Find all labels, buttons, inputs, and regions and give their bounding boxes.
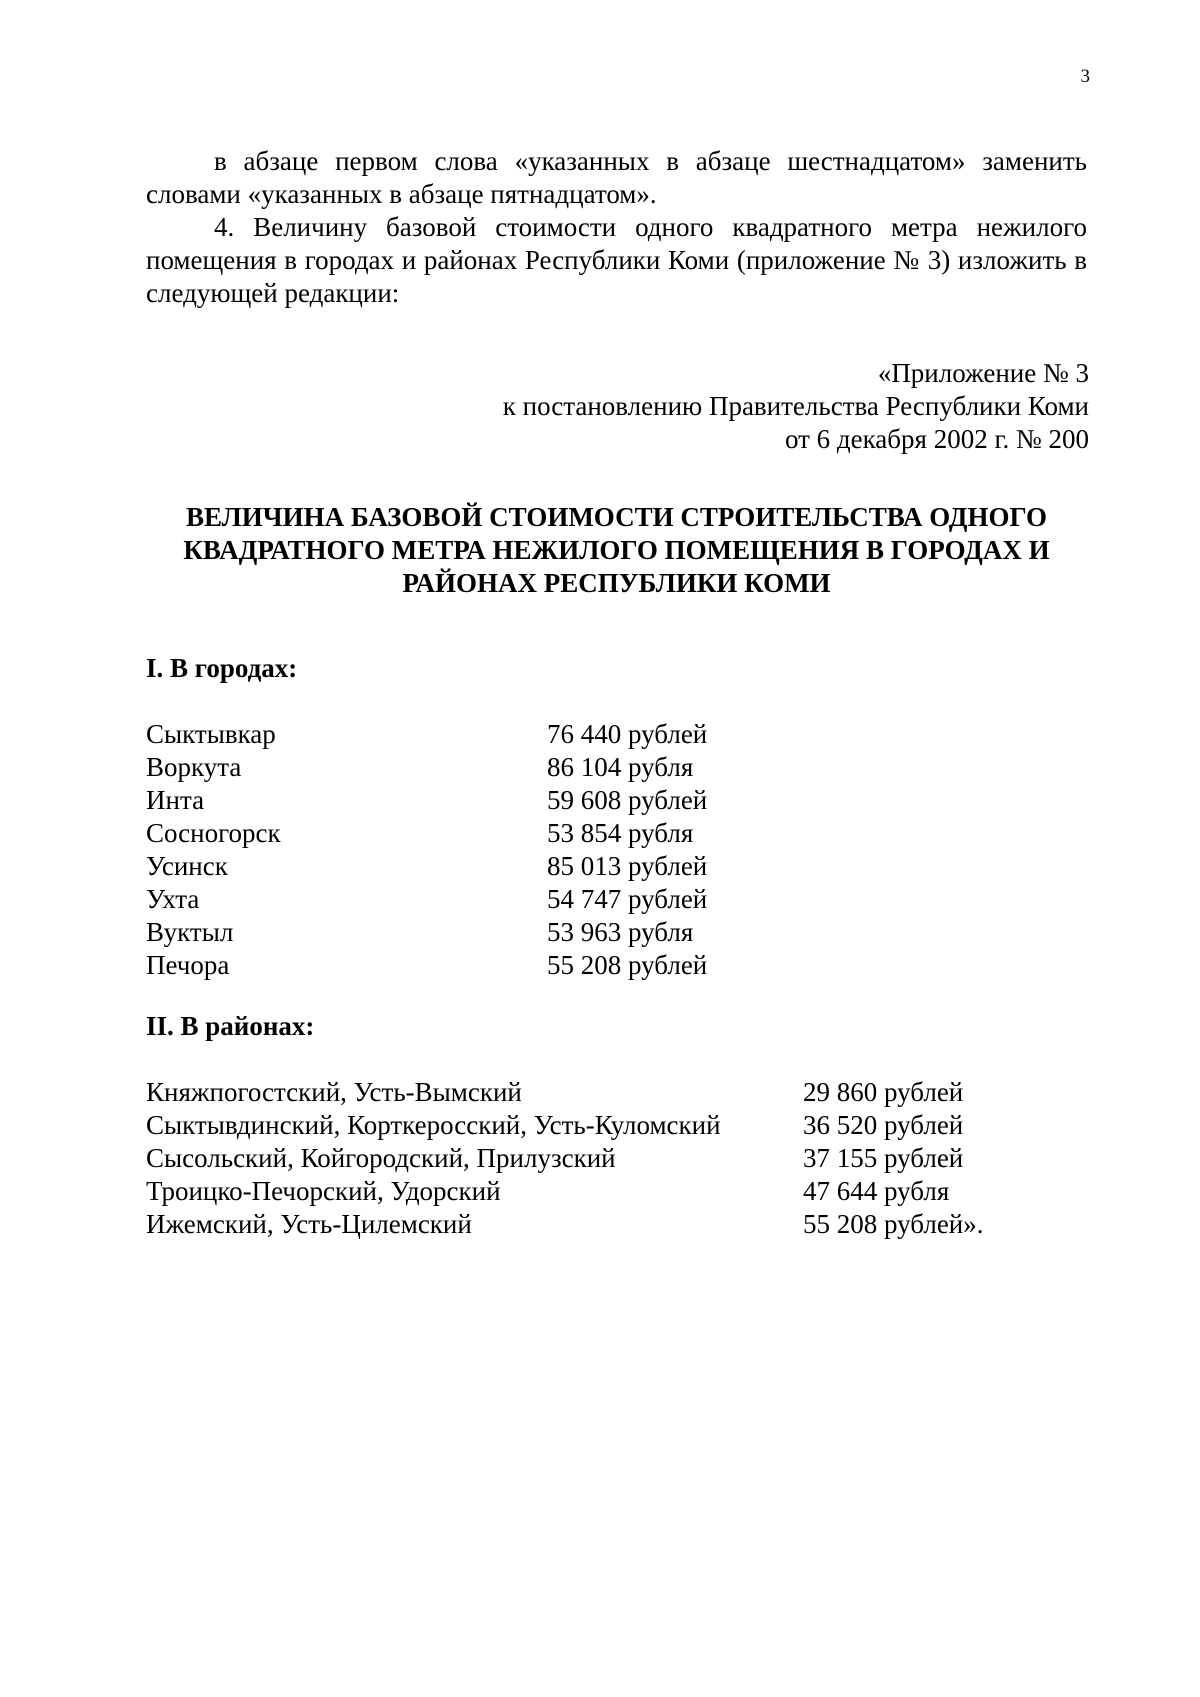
list-item	[146, 817, 846, 850]
city-name: Сыктывкар	[146, 719, 276, 749]
appendix-ref-line: от 6 декабря 2002 г. № 200	[784, 424, 1089, 454]
district-name: Сыктывдинский, Корткеросский, Усть-Куломский	[146, 1110, 721, 1140]
city-name: Инта	[146, 785, 205, 815]
city-name: Вуктыл	[146, 917, 234, 947]
district-name: Сысольский, Койгородский, Прилузский	[146, 1143, 616, 1173]
city-cost: 53 963 рубля	[547, 917, 694, 947]
list-item	[146, 751, 846, 784]
list-item	[146, 784, 846, 817]
district-cost: 47 644 рубля	[803, 1176, 950, 1206]
section-heading-districts: II. В районах:	[146, 1011, 315, 1041]
city-name: Сосногорск	[146, 818, 281, 848]
list-item	[146, 1109, 1046, 1142]
city-cost: 76 440 рублей	[547, 719, 708, 749]
district-cost: 37 155 рублей	[803, 1143, 964, 1173]
list-item	[146, 916, 846, 949]
list-item	[146, 949, 846, 982]
city-cost: 53 854 рубля	[547, 818, 694, 848]
appendix-ref-line: к постановлению Правительства Республики Коми	[502, 391, 1089, 421]
district-name: Ижемский, Усть-Цилемский	[146, 1209, 472, 1239]
cities-list	[146, 718, 846, 982]
district-cost: 29 860 рублей	[803, 1077, 964, 1107]
city-name: Усинск	[146, 851, 228, 881]
district-cost: 55 208 рублей».	[803, 1209, 984, 1239]
list-item	[146, 1208, 1046, 1241]
list-item	[146, 718, 846, 751]
city-cost: 85 013 рублей	[547, 851, 708, 881]
city-name: Ухта	[146, 884, 200, 914]
city-cost: 86 104 рубля	[547, 752, 694, 782]
title-line: КВАДРАТНОГО МЕТРА НЕЖИЛОГО ПОМЕЩЕНИЯ В ГОРОДАХ И	[183, 535, 1050, 565]
city-cost: 54 747 рублей	[547, 884, 708, 914]
district-name: Княжпогостский, Усть-Вымский	[146, 1077, 522, 1107]
title-line: РАЙОНАХ РЕСПУБЛИКИ КОМИ	[402, 568, 831, 598]
city-name: Печора	[146, 950, 230, 980]
paragraph-text: в абзаце первом слова «указанных в абзаце шестнадцатом» заменить словами «указанных в абзаце пятнадцатом».	[146, 146, 1087, 209]
city-name: Воркута	[146, 752, 242, 782]
section-heading-cities: I. В городах:	[146, 653, 298, 683]
paragraph-item-4	[146, 211, 1087, 310]
page-title	[146, 501, 1087, 600]
districts-list	[146, 1076, 1046, 1241]
appendix-reference	[400, 357, 1089, 456]
paragraph-amendment	[146, 145, 1087, 211]
list-item	[146, 850, 846, 883]
district-cost: 36 520 рублей	[803, 1110, 964, 1140]
page-number: 3	[1080, 66, 1090, 87]
title-line: ВЕЛИЧИНА БАЗОВОЙ СТОИМОСТИ СТРОИТЕЛЬСТВА ОДНОГО	[185, 502, 1048, 532]
city-cost: 55 208 рублей	[547, 950, 708, 980]
city-cost: 59 608 рублей	[547, 785, 708, 815]
list-item	[146, 883, 846, 916]
list-item	[146, 1142, 1046, 1175]
appendix-ref-line: «Приложение № 3	[877, 358, 1089, 388]
district-name: Троицко-Печорский, Удорский	[146, 1176, 501, 1206]
list-item	[146, 1175, 1046, 1208]
paragraph-text: 4. Величину базовой стоимости одного квадратного метра нежилого помещения в городах и районах Республики Коми (приложение № 3) изложить в следующей редакции:	[146, 212, 1087, 308]
list-item	[146, 1076, 1046, 1109]
